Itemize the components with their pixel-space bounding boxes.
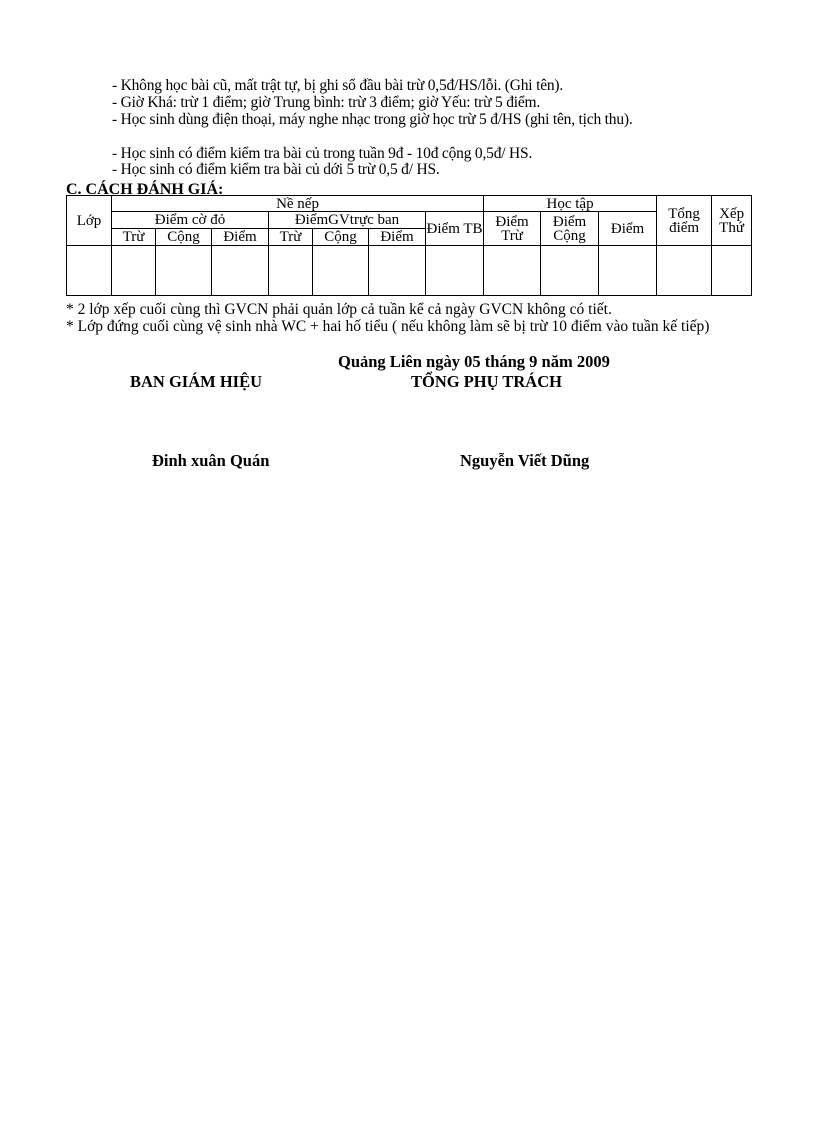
header-gv-cong: Cộng — [313, 229, 369, 246]
header-tong-diem: Tổng điểm — [657, 196, 712, 246]
header-gv-tru: Trừ — [269, 229, 313, 246]
table-cell — [212, 246, 269, 296]
table-cell — [657, 246, 712, 296]
rule-phone: - Học sinh dùng điện thoại, máy nghe nhạc trong giờ học trừ 5 đ/HS (ghi tên, tịch thu). — [112, 111, 633, 128]
header-diem-gv-truc-ban: ĐiểmGVtrực ban — [269, 212, 426, 229]
header-co-do-diem: Điểm — [212, 229, 269, 246]
table-cell — [599, 246, 657, 296]
rule-good-test: - Học sinh có điểm kiểm tra bài củ trong tuần 9đ - 10đ cộng 0,5đ/ HS. — [112, 145, 533, 162]
rule-homework: - Không học bài cũ, mất trật tự, bị ghi sổ đầu bài trừ 0,5đ/HS/lỗi. (Ghi tên). — [112, 77, 564, 94]
section-title: C. CÁCH ĐÁNH GIÁ: — [66, 181, 224, 198]
header-diem-co-do: Điểm cờ đỏ — [112, 212, 269, 229]
rule-bad-test: - Học sinh có điểm kiểm tra bài củ dới 5 trừ 0,5 đ/ HS. — [112, 161, 440, 178]
header-hoc-tap: Học tập — [484, 196, 657, 212]
table-cell — [269, 246, 313, 296]
evaluation-table — [66, 195, 752, 296]
header-diem-cong: Điểm Cộng — [541, 212, 599, 246]
header-lop: Lớp — [67, 196, 112, 246]
signature-name-right: Nguyễn Viết Dũng — [460, 451, 590, 470]
note-cleaning: * Lớp đứng cuối cùng vệ sinh nhà WC + hai hố tiểu ( nếu không làm sẽ bị trừ 10 điểm vào tuần kế tiếp) — [66, 318, 710, 335]
header-xep-thu: Xếp Thứ — [712, 196, 752, 246]
place-date: Quảng Liên ngày 05 tháng 9 năm 2009 — [338, 352, 610, 371]
table-cell — [67, 246, 112, 296]
header-diem-tru: Điểm Trừ — [484, 212, 541, 246]
table-row — [67, 246, 752, 296]
table-cell — [156, 246, 212, 296]
table-cell — [112, 246, 156, 296]
header-co-do-tru: Trừ — [112, 229, 156, 246]
table-cell — [426, 246, 484, 296]
header-gv-diem: Điểm — [369, 229, 426, 246]
rule-lesson-grade: - Giờ Khá: trừ 1 điểm; giờ Trung bình: trừ 3 điểm; giờ Yếu: trừ 5 điểm. — [112, 94, 541, 111]
header-diem-hoc-tap: Điểm — [599, 212, 657, 246]
table-cell — [369, 246, 426, 296]
note-last-classes: * 2 lớp xếp cuối cùng thì GVCN phải quản lớp cả tuần kể cả ngày GVCN không có tiết. — [66, 301, 612, 318]
table-cell — [484, 246, 541, 296]
table-cell — [313, 246, 369, 296]
header-diem-tb: Điểm TB — [426, 212, 484, 246]
header-ne-nep: Nề nếp — [112, 196, 484, 212]
signature-title-right: TỔNG PHỤ TRÁCH — [411, 372, 562, 391]
table-cell — [712, 246, 752, 296]
header-co-do-cong: Cộng — [156, 229, 212, 246]
signature-name-left: Đinh xuân Quán — [152, 451, 270, 470]
signature-title-left: BAN GIÁM HIỆU — [130, 372, 263, 391]
table-cell — [541, 246, 599, 296]
